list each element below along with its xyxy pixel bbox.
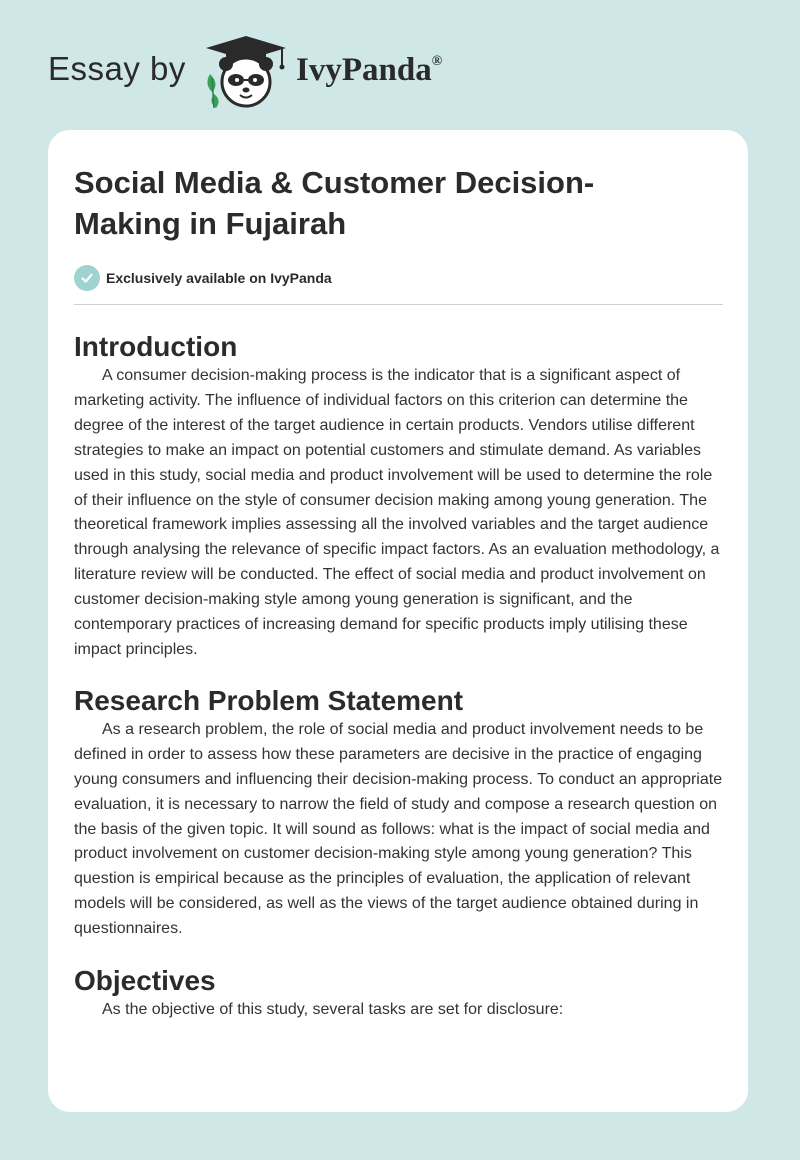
- paragraph-introduction: A consumer decision-making process is the indicator that is a significant aspect of marketing activity. The influence of individual factors on this criterion can determine the degree of the interest of the target audience in certain products. Vendors utilise different strategies to make an impact on potential customers and stimulate demand. As variables used in this study, social media and product involvement will be used to determine the role of their influence on the style of consumer decision making among young generation. The theoretical framework implies assessing all the involved variables and the target audience through analysing the relevance of specific impact factors. As an evaluation methodology, a literature review will be conducted. The effect of social media and product involvement on customer decision-making style among young generation is significant, and the contemporary practices of increasing demand for specific products imply utilising these impact principles.: [74, 367, 720, 658]
- ivypanda-logo-icon[interactable]: [200, 34, 292, 110]
- brand-text: IvyPanda: [296, 52, 432, 88]
- ivypanda-brand-name[interactable]: [296, 52, 442, 89]
- exclusive-badge-label: Exclusively available on IvyPanda: [106, 270, 332, 286]
- essay-card: [48, 130, 748, 1112]
- essay-content: [74, 162, 724, 1023]
- registered-mark: ®: [431, 54, 443, 69]
- check-icon: [74, 265, 100, 291]
- site-header: [0, 0, 800, 120]
- essay-title: Social Media & Customer Decision-Making in Fujairah: [74, 165, 595, 241]
- heading-research-problem: Research Problem Statement: [74, 684, 464, 716]
- heading-objectives: Objectives: [74, 965, 216, 997]
- heading-introduction: Introduction: [74, 331, 238, 362]
- divider: [74, 304, 723, 305]
- essay-by-label: Essay by: [48, 50, 186, 87]
- paragraph-research-problem: As a research problem, the role of social media and product involvement needs to be defined in order to assess how these parameters are decisive in the practice of engaging young consumers and influencing their decision-making process. To conduct an appropriate evaluation, it is necessary to narrow the field of study and compose a research question on the basis of the given topic. It will sound as follows: what is the impact of social media and product involvement on customer decision-making style among young generation? This question is empirical because as the principles of evaluation, the application of relevant models will be considered, as well as the views of the target audience obtained during in questionnaires.: [74, 720, 723, 938]
- exclusive-badge: [74, 264, 724, 292]
- paragraph-objectives: As the objective of this study, several tasks are set for disclosure:: [102, 1001, 564, 1019]
